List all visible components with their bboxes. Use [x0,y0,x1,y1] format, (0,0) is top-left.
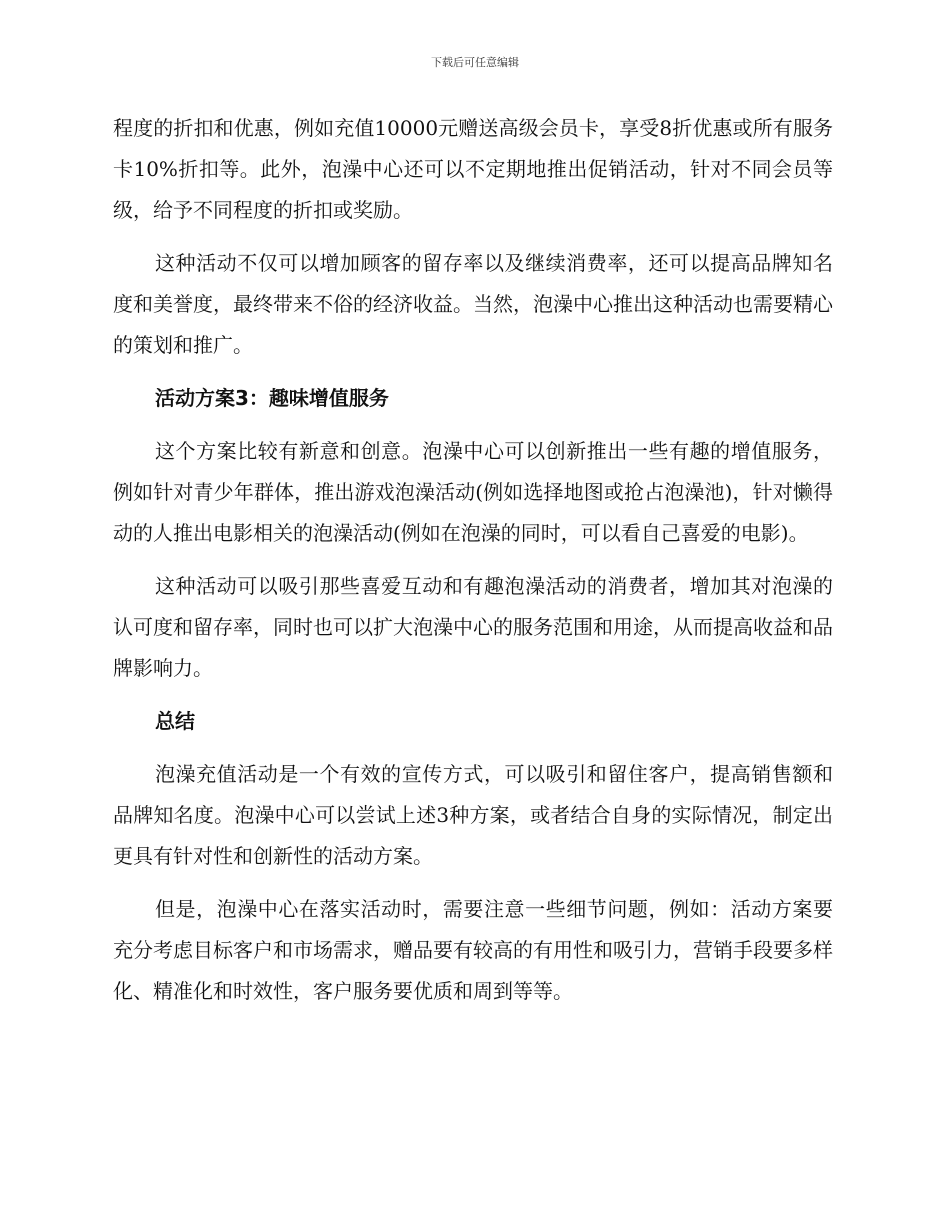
paragraph-benefits: 这种活动不仅可以增加顾客的留存率以及继续消费率，还可以提高品牌知名度和美誉度，最终带来不俗的经济收益。当然，泡澡中心推出这种活动也需要精心的策划和推广。 [113,251,833,357]
paragraph-plan-3-benefits: 这种活动可以吸引那些喜爱互动和有趣泡澡活动的消费者，增加其对泡澡的认可度和留存率，同时也可以扩大泡澡中心的服务范围和用途，从而提高收益和品牌影响力。 [113,574,833,680]
paragraph-summary: 泡澡充值活动是一个有效的宣传方式，可以吸引和留住客户，提高销售额和品牌知名度。泡澡中心可以尝试上述3种方案，或者结合自身的实际情况，制定出更具有针对性和创新性的活动方案。 [113,762,833,868]
heading-summary: 总结 [155,709,195,733]
paragraph-plan-3-description: 这个方案比较有新意和创意。泡澡中心可以创新推出一些有趣的增值服务，例如针对青少年群体，推出游戏泡澡活动(例如选择地图或抢占泡澡池)，针对懒得动的人推出电影相关的泡澡活动(例如在泡澡的同时，可以看自己喜爱的电影)。 [113,439,833,545]
paragraph-summary-notes: 但是，泡澡中心在落实活动时，需要注意一些细节问题，例如：活动方案要充分考虑目标客户和市场需求，赠品要有较高的有用性和吸引力，营销手段要多样化、精准化和时效性，客户服务要优质和周到等等。 [113,897,833,1003]
document-body [113,108,833,1024]
heading-plan-3: 活动方案3：趣味增值服务 [155,386,389,410]
paragraph-discount-continuation: 程度的折扣和优惠，例如充值10000元赠送高级会员卡，享受8折优惠或所有服务卡10%折扣等。此外，泡澡中心还可以不定期地推出促销活动，针对不同会员等级，给予不同程度的折扣或奖励。 [113,116,833,222]
page-header: 下载后可任意编辑 [431,56,519,69]
